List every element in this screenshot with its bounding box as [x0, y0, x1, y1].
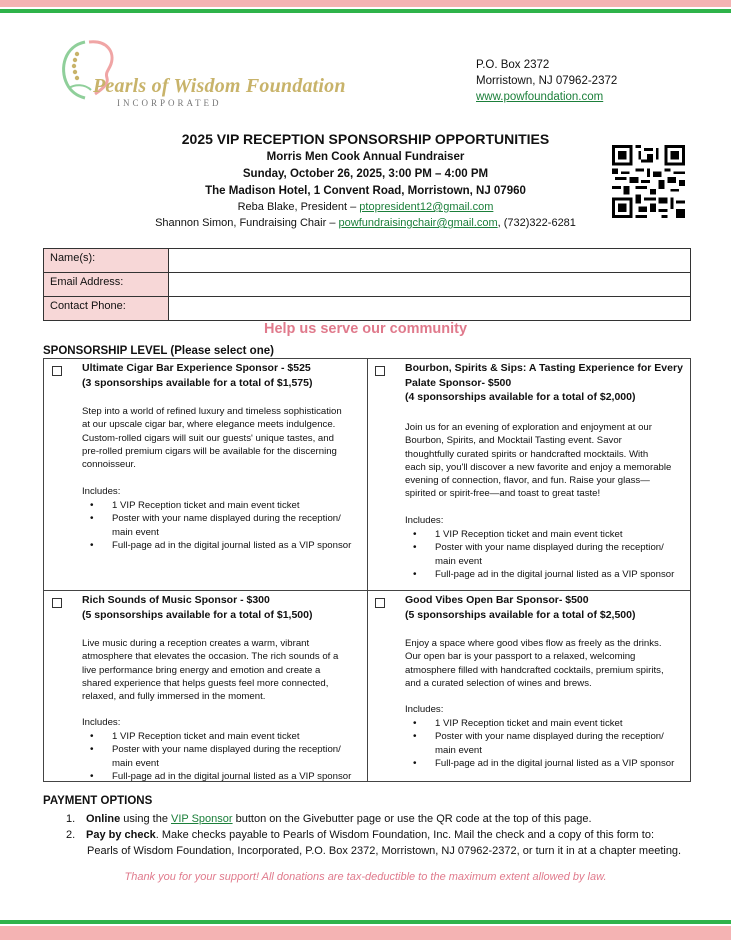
sponsorship-title [82, 593, 313, 622]
description-line: connoisseur. [82, 459, 136, 471]
description-line: Bourbon, Spirits, and Mocktail Tasting event. Savor [405, 435, 622, 447]
includes-label: Includes: [405, 704, 444, 715]
sponsorship-availability: (4 sponsorships available for a total of $2,000) [405, 391, 636, 403]
sponsorship-description [82, 637, 338, 703]
include-text: • Poster with your name displayed during the reception/ [435, 542, 664, 554]
thank-you-note: Thank you for your support! All donations are tax-deductible to the maximum extent allowed by law. [124, 871, 607, 883]
include-text: • Poster with your name displayed during the reception/ [112, 513, 341, 525]
chair-phone: , (732)322-6281 [497, 217, 576, 229]
bourbon-spirits-checkbox[interactable] [375, 366, 385, 376]
include-item [82, 770, 351, 783]
names-field[interactable] [169, 249, 691, 273]
description-line: spirited or spirit-free—and toast to great taste! [405, 488, 601, 500]
include-item [405, 541, 674, 568]
sponsorship-title [405, 593, 636, 622]
sponsorship-title-line: Good Vibes Open Bar Sponsor- $500 [405, 594, 589, 606]
description-line: Join us for an evening of exploration and enjoyment at our [405, 422, 652, 433]
include-item [405, 568, 674, 581]
description-line: each sip, you'll discover a new favorite and enjoy a memorable [405, 461, 672, 473]
include-item [82, 539, 351, 552]
description-line: Enjoy a space where good vibes flow as freely as the drinks. [405, 638, 662, 649]
include-item [405, 730, 674, 757]
top-green-band [0, 9, 731, 13]
address-line-1: P.O. Box 2372 [476, 59, 550, 71]
option-text: . Make checks payable to Pearls of Wisdom Foundation, Inc. Mail the check and a copy of this form to: [155, 829, 655, 841]
option-number: 1. [66, 813, 76, 825]
include-text: Full-page ad in the digital journal listed as a VIP sponsor [435, 757, 675, 769]
sponsorship-title-line: Rich Sounds of Music Sponsor - $300 [82, 594, 270, 606]
contact-info-form [43, 248, 691, 321]
include-text: Full-page ad in the digital journal listed as a VIP sponsor [435, 568, 675, 580]
include-text: main event [435, 555, 482, 567]
open-bar-checkbox[interactable] [375, 598, 385, 608]
email-label: Email Address: [44, 273, 169, 297]
event-venue: The Madison Hotel, 1 Convent Road, Morristown, NJ 07960 [205, 185, 526, 197]
phone-label: Contact Phone: [44, 297, 169, 321]
sponsorship-availability: (3 sponsorships available for a total of $1,575) [82, 376, 313, 389]
payment-mailing-address: Pearls of Wisdom Foundation, Incorporated, P.O. Box 2372, Morristown, NJ 07962-2372, or turn it in at a chapter meeting. [87, 845, 682, 857]
foundation-logo [55, 38, 395, 110]
include-item [405, 717, 674, 730]
includes-list [405, 528, 674, 581]
include-text: 1 VIP Reception ticket and main event ticket [112, 731, 300, 742]
sponsorship-description [405, 637, 664, 690]
description-line: atmosphere filled with handcrafted cocktails, premium spirits, [405, 664, 664, 676]
email-field[interactable] [169, 273, 691, 297]
cigar-bar-checkbox[interactable] [52, 366, 62, 376]
option-text: button on the Givebutter page or use the QR code at the top of this page. [232, 813, 592, 825]
include-text: Full-page ad in the digital journal listed as a VIP sponsor [112, 770, 352, 782]
description-line: relaxed, and fully immersed in the moment. [82, 691, 266, 703]
description-line: and a curated selection of wines and brews. [405, 677, 592, 689]
include-item [82, 743, 351, 770]
include-text: • Poster with your name displayed during the reception/ [112, 744, 341, 756]
option-text: using the [120, 813, 171, 825]
include-text: Full-page ad in the digital journal listed as a VIP sponsor [112, 539, 352, 551]
help-heading: Help us serve our community [263, 321, 468, 337]
description-line: atmosphere that elevates the occasion. The rich sounds of a [82, 651, 339, 663]
grid-divider-vertical [367, 359, 368, 781]
description-line: evening of connection, flavor, and fun. Raise your glass— [405, 475, 650, 487]
includes-label: Includes: [82, 717, 121, 728]
option-check-label: Pay by check [86, 829, 156, 841]
includes-list [82, 499, 351, 552]
include-item [405, 757, 674, 770]
description-line: Step into a world of refined luxury and timeless sophistication [82, 406, 342, 417]
chair-label: Shannon Simon, Fundraising Chair – [155, 217, 339, 229]
sponsorship-grid [43, 358, 691, 782]
include-item [82, 512, 351, 539]
includes-label: Includes: [405, 515, 444, 526]
include-text: • Poster with your name displayed during the reception/ [435, 731, 664, 743]
bottom-pink-band [0, 926, 731, 940]
top-pink-band [0, 0, 731, 7]
description-line: pre-rolled premium cigars will be available for the discerning [82, 445, 337, 457]
bottom-green-band [0, 920, 731, 924]
description-line: live performance bring energy and emotion and create a [82, 664, 321, 676]
vip-sponsor-link[interactable]: VIP Sponsor [171, 813, 233, 825]
include-text: 1 VIP Reception ticket and main event ticket [435, 718, 623, 729]
option-online-label: Online [86, 813, 121, 825]
payment-option-online [66, 811, 592, 827]
option-number: 2. [66, 829, 76, 841]
sponsorship-title-line: Bourbon, Spirits & Sips: A Tasting Experience for Every [405, 362, 683, 374]
president-email-link[interactable]: ptopresident12@gmail.com [359, 201, 494, 213]
names-label: Name(s): [44, 249, 169, 273]
includes-list [82, 730, 351, 783]
event-subtitle: Morris Men Cook Annual Fundraiser [266, 151, 465, 163]
description-line: Custom-rolled cigars will suit our guests' unique tastes, and [82, 432, 334, 444]
include-item [405, 528, 674, 541]
president-contact [0, 201, 731, 213]
sponsorship-level-label: SPONSORSHIP LEVEL (Please select one) [43, 345, 274, 357]
sponsorship-title-line: Palate Sponsor- $500 [405, 376, 512, 389]
payment-options-title: PAYMENT OPTIONS [43, 795, 153, 807]
sponsorship-availability: (5 sponsorships available for a total of $1,500) [82, 608, 313, 621]
include-text: 1 VIP Reception ticket and main event ticket [112, 500, 300, 511]
includes-label: Includes: [82, 486, 121, 497]
logo-name: Pearls of Wisdom Foundation [93, 75, 346, 97]
description-line: Live music during a reception creates a warm, vibrant [82, 638, 310, 649]
sponsorship-description [405, 421, 671, 501]
include-text: main event [112, 526, 159, 538]
sponsorship-description [82, 405, 342, 471]
phone-field[interactable] [169, 297, 691, 321]
description-line: Our open bar is your passport to a relaxed, welcoming [405, 651, 636, 663]
logo-subtitle: INCORPORATED [117, 98, 222, 108]
include-item [82, 730, 351, 743]
description-line: shared experience that helps guests feel more connected, [82, 677, 329, 689]
description-line: at our upscale cigar bar, where elegance meets indulgence. [82, 419, 336, 431]
include-text: main event [435, 744, 482, 756]
music-checkbox[interactable] [52, 598, 62, 608]
address-line-2: Morristown, NJ 07962-2372 [476, 75, 618, 87]
chair-email-link[interactable]: powfundraisingchair@gmail.com [338, 217, 498, 229]
page-title: 2025 VIP RECEPTION SPONSORSHIP OPPORTUNITIES [181, 131, 550, 147]
event-date: Sunday, October 26, 2025, 3:00 PM – 4:00 PM [242, 168, 489, 180]
website-link[interactable]: www.powfoundation.com [476, 91, 604, 103]
mailing-address [476, 57, 617, 105]
includes-list [405, 717, 674, 770]
sponsorship-title [405, 361, 683, 405]
sponsorship-availability: (5 sponsorships available for a total of $2,500) [405, 608, 636, 621]
sponsorship-title-line: Ultimate Cigar Bar Experience Sponsor - $525 [82, 362, 311, 374]
sponsorship-title [82, 361, 313, 390]
payment-option-check [66, 827, 654, 843]
include-item [82, 499, 351, 512]
president-label: Reba Blake, President – [237, 201, 360, 213]
include-text: 1 VIP Reception ticket and main event ticket [435, 529, 623, 540]
chair-contact [0, 217, 731, 229]
grid-divider-horizontal [44, 590, 690, 591]
description-line: thoughtfully curated spirits or handcrafted mocktails. With [405, 448, 649, 460]
include-text: main event [112, 757, 159, 769]
